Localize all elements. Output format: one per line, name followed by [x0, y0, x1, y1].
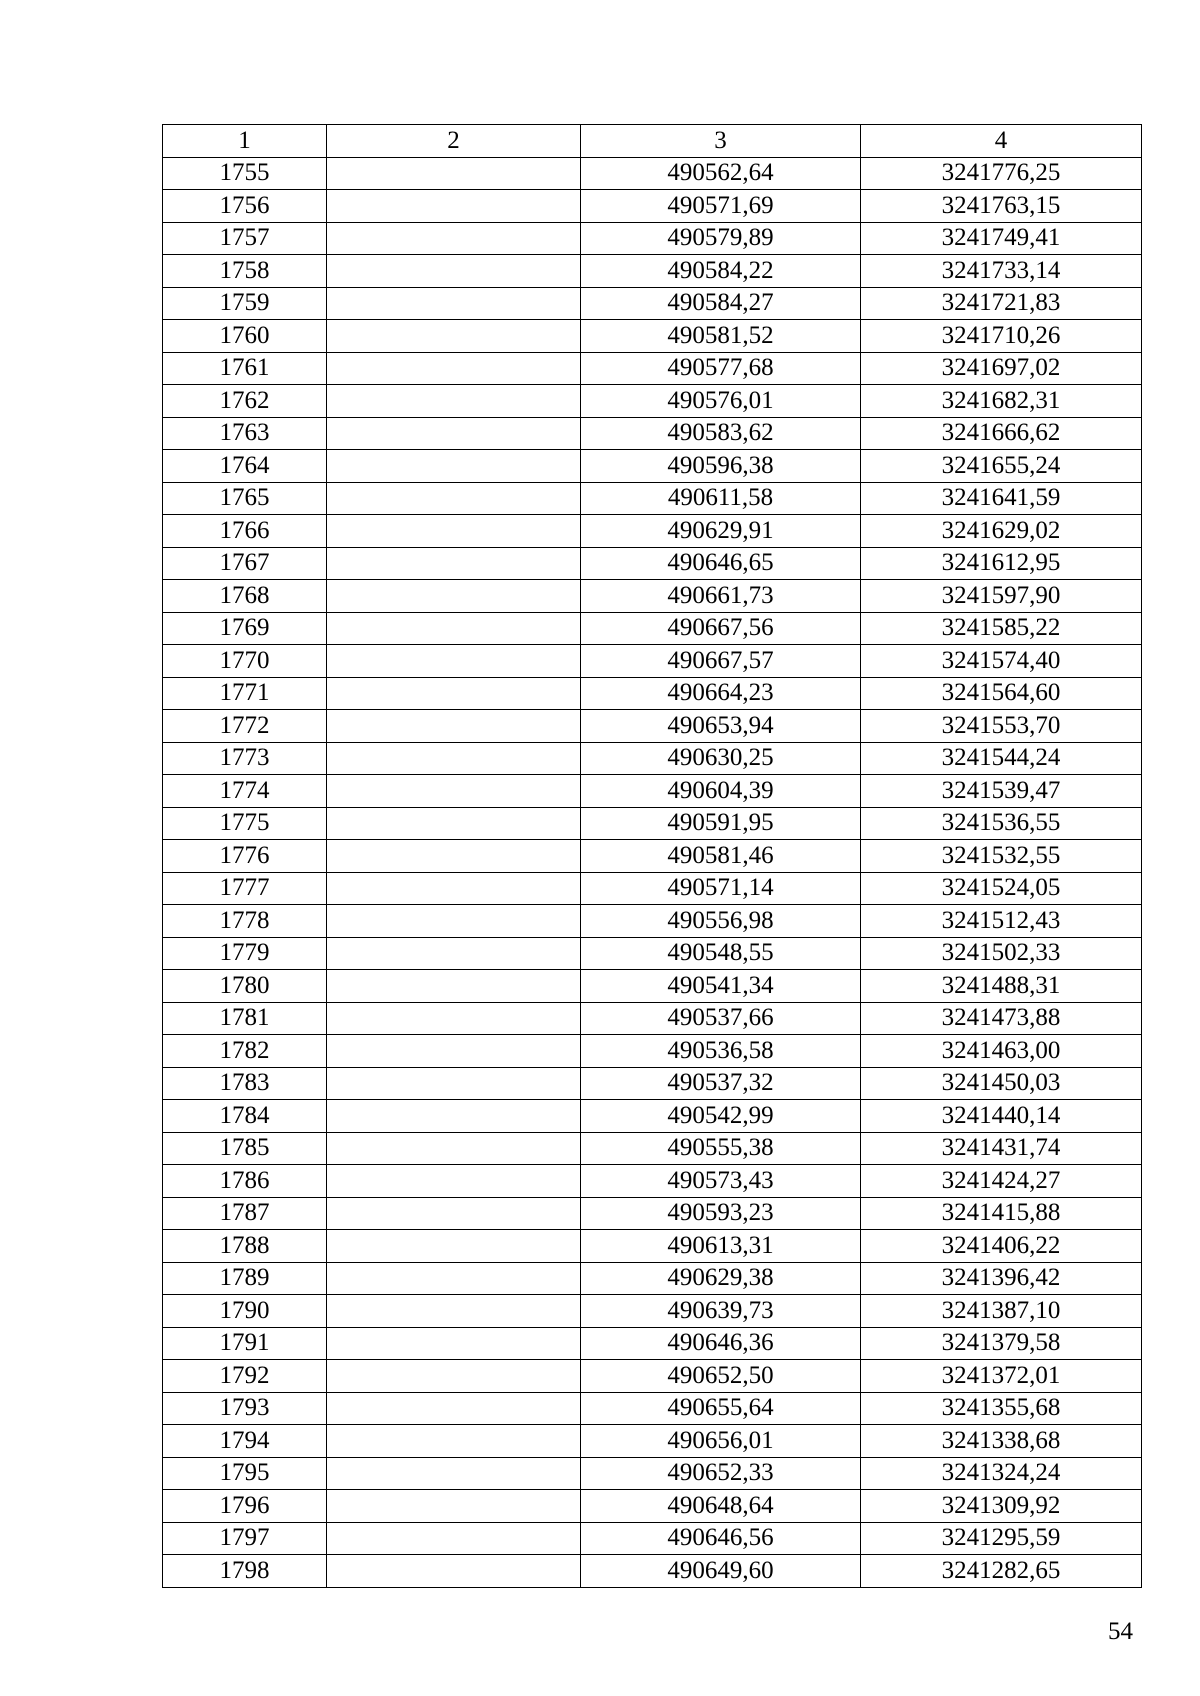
- x-coordinate-cell: 490579,89: [581, 222, 861, 255]
- x-coordinate-cell: 490629,91: [581, 515, 861, 548]
- x-coordinate-cell: 490577,68: [581, 352, 861, 385]
- point-number-cell: 1764: [163, 450, 327, 483]
- point-number-cell: 1793: [163, 1392, 327, 1425]
- point-number-cell: 1785: [163, 1132, 327, 1165]
- table-row: [163, 1002, 1142, 1035]
- x-coordinate-cell: 490548,55: [581, 937, 861, 970]
- x-coordinate-cell: 490652,50: [581, 1360, 861, 1393]
- table-row: [163, 255, 1142, 288]
- x-coordinate-cell: 490541,34: [581, 970, 861, 1003]
- y-coordinate-cell: 3241629,02: [861, 515, 1142, 548]
- y-coordinate-cell: 3241539,47: [861, 775, 1142, 808]
- x-coordinate-cell: 490542,99: [581, 1100, 861, 1133]
- point-number-cell: 1767: [163, 547, 327, 580]
- empty-cell: [327, 742, 581, 775]
- x-coordinate-cell: 490573,43: [581, 1165, 861, 1198]
- y-coordinate-cell: 3241721,83: [861, 287, 1142, 320]
- table-row: [163, 1555, 1142, 1588]
- x-coordinate-cell: 490664,23: [581, 677, 861, 710]
- x-coordinate-cell: 490656,01: [581, 1425, 861, 1458]
- point-number-cell: 1778: [163, 905, 327, 938]
- empty-cell: [327, 1132, 581, 1165]
- y-coordinate-cell: 3241463,00: [861, 1035, 1142, 1068]
- x-coordinate-cell: 490556,98: [581, 905, 861, 938]
- empty-cell: [327, 1555, 581, 1588]
- empty-cell: [327, 1392, 581, 1425]
- column-header-4: 4: [861, 125, 1142, 158]
- table-row: [163, 222, 1142, 255]
- empty-cell: [327, 1457, 581, 1490]
- point-number-cell: 1791: [163, 1327, 327, 1360]
- x-coordinate-cell: 490584,22: [581, 255, 861, 288]
- y-coordinate-cell: 3241749,41: [861, 222, 1142, 255]
- empty-cell: [327, 157, 581, 190]
- y-coordinate-cell: 3241682,31: [861, 385, 1142, 418]
- y-coordinate-cell: 3241473,88: [861, 1002, 1142, 1035]
- x-coordinate-cell: 490646,36: [581, 1327, 861, 1360]
- point-number-cell: 1756: [163, 190, 327, 223]
- empty-cell: [327, 840, 581, 873]
- table-row: [163, 1522, 1142, 1555]
- point-number-cell: 1762: [163, 385, 327, 418]
- point-number-cell: 1755: [163, 157, 327, 190]
- y-coordinate-cell: 3241424,27: [861, 1165, 1142, 1198]
- point-number-cell: 1796: [163, 1490, 327, 1523]
- table-row: [163, 1230, 1142, 1263]
- empty-cell: [327, 970, 581, 1003]
- empty-cell: [327, 1230, 581, 1263]
- y-coordinate-cell: 3241697,02: [861, 352, 1142, 385]
- point-number-cell: 1798: [163, 1555, 327, 1588]
- empty-cell: [327, 1002, 581, 1035]
- x-coordinate-cell: 490583,62: [581, 417, 861, 450]
- empty-cell: [327, 1035, 581, 1068]
- column-header-3: 3: [581, 125, 861, 158]
- table-row: [163, 742, 1142, 775]
- y-coordinate-cell: 3241450,03: [861, 1067, 1142, 1100]
- y-coordinate-cell: 3241553,70: [861, 710, 1142, 743]
- point-number-cell: 1761: [163, 352, 327, 385]
- table-row: [163, 515, 1142, 548]
- y-coordinate-cell: 3241324,24: [861, 1457, 1142, 1490]
- y-coordinate-cell: 3241733,14: [861, 255, 1142, 288]
- y-coordinate-cell: 3241396,42: [861, 1262, 1142, 1295]
- table-row: [163, 1132, 1142, 1165]
- x-coordinate-cell: 490581,46: [581, 840, 861, 873]
- table-row: [163, 352, 1142, 385]
- table-row: [163, 872, 1142, 905]
- table-row: [163, 482, 1142, 515]
- empty-cell: [327, 320, 581, 353]
- x-coordinate-cell: 490576,01: [581, 385, 861, 418]
- point-number-cell: 1797: [163, 1522, 327, 1555]
- point-number-cell: 1787: [163, 1197, 327, 1230]
- empty-cell: [327, 710, 581, 743]
- y-coordinate-cell: 3241574,40: [861, 645, 1142, 678]
- table-row: [163, 612, 1142, 645]
- table-row: [163, 157, 1142, 190]
- y-coordinate-cell: 3241666,62: [861, 417, 1142, 450]
- x-coordinate-cell: 490555,38: [581, 1132, 861, 1165]
- empty-cell: [327, 190, 581, 223]
- point-number-cell: 1757: [163, 222, 327, 255]
- y-coordinate-cell: 3241387,10: [861, 1295, 1142, 1328]
- y-coordinate-cell: 3241763,15: [861, 190, 1142, 223]
- y-coordinate-cell: 3241597,90: [861, 580, 1142, 613]
- empty-cell: [327, 1067, 581, 1100]
- point-number-cell: 1782: [163, 1035, 327, 1068]
- y-coordinate-cell: 3241502,33: [861, 937, 1142, 970]
- x-coordinate-cell: 490604,39: [581, 775, 861, 808]
- empty-cell: [327, 1100, 581, 1133]
- empty-cell: [327, 1425, 581, 1458]
- x-coordinate-cell: 490571,69: [581, 190, 861, 223]
- x-coordinate-cell: 490653,94: [581, 710, 861, 743]
- page-number: 54: [1108, 1618, 1133, 1645]
- empty-cell: [327, 255, 581, 288]
- empty-cell: [327, 515, 581, 548]
- table-row: [163, 1327, 1142, 1360]
- empty-cell: [327, 1197, 581, 1230]
- point-number-cell: 1775: [163, 807, 327, 840]
- point-number-cell: 1776: [163, 840, 327, 873]
- x-coordinate-cell: 490649,60: [581, 1555, 861, 1588]
- point-number-cell: 1783: [163, 1067, 327, 1100]
- x-coordinate-cell: 490596,38: [581, 450, 861, 483]
- point-number-cell: 1794: [163, 1425, 327, 1458]
- x-coordinate-cell: 490581,52: [581, 320, 861, 353]
- y-coordinate-cell: 3241440,14: [861, 1100, 1142, 1133]
- y-coordinate-cell: 3241612,95: [861, 547, 1142, 580]
- empty-cell: [327, 1165, 581, 1198]
- table-row: [163, 710, 1142, 743]
- x-coordinate-cell: 490646,56: [581, 1522, 861, 1555]
- point-number-cell: 1772: [163, 710, 327, 743]
- y-coordinate-cell: 3241512,43: [861, 905, 1142, 938]
- table-row: [163, 775, 1142, 808]
- empty-cell: [327, 1360, 581, 1393]
- table-row: [163, 840, 1142, 873]
- y-coordinate-cell: 3241655,24: [861, 450, 1142, 483]
- x-coordinate-cell: 490629,38: [581, 1262, 861, 1295]
- table-row: [163, 1165, 1142, 1198]
- y-coordinate-cell: 3241776,25: [861, 157, 1142, 190]
- x-coordinate-cell: 490630,25: [581, 742, 861, 775]
- empty-cell: [327, 417, 581, 450]
- empty-cell: [327, 775, 581, 808]
- y-coordinate-cell: 3241524,05: [861, 872, 1142, 905]
- table-row: [163, 807, 1142, 840]
- table-row: [163, 1490, 1142, 1523]
- empty-cell: [327, 1327, 581, 1360]
- point-number-cell: 1773: [163, 742, 327, 775]
- x-coordinate-cell: 490571,14: [581, 872, 861, 905]
- point-number-cell: 1766: [163, 515, 327, 548]
- column-header-2: 2: [327, 125, 581, 158]
- table-row: [163, 1425, 1142, 1458]
- point-number-cell: 1777: [163, 872, 327, 905]
- table-row: [163, 1035, 1142, 1068]
- empty-cell: [327, 352, 581, 385]
- empty-cell: [327, 1490, 581, 1523]
- empty-cell: [327, 580, 581, 613]
- point-number-cell: 1788: [163, 1230, 327, 1263]
- table-row: [163, 1197, 1142, 1230]
- point-number-cell: 1760: [163, 320, 327, 353]
- point-number-cell: 1779: [163, 937, 327, 970]
- table-row: [163, 190, 1142, 223]
- column-header-1: 1: [163, 125, 327, 158]
- empty-cell: [327, 1522, 581, 1555]
- x-coordinate-cell: 490648,64: [581, 1490, 861, 1523]
- empty-cell: [327, 482, 581, 515]
- point-number-cell: 1795: [163, 1457, 327, 1490]
- empty-cell: [327, 385, 581, 418]
- y-coordinate-cell: 3241309,92: [861, 1490, 1142, 1523]
- table-row: [163, 937, 1142, 970]
- point-number-cell: 1763: [163, 417, 327, 450]
- point-number-cell: 1771: [163, 677, 327, 710]
- y-coordinate-cell: 3241355,68: [861, 1392, 1142, 1425]
- table-row: [163, 1100, 1142, 1133]
- empty-cell: [327, 1262, 581, 1295]
- y-coordinate-cell: 3241295,59: [861, 1522, 1142, 1555]
- table-row: [163, 320, 1142, 353]
- point-number-cell: 1770: [163, 645, 327, 678]
- empty-cell: [327, 222, 581, 255]
- point-number-cell: 1774: [163, 775, 327, 808]
- empty-cell: [327, 905, 581, 938]
- point-number-cell: 1781: [163, 1002, 327, 1035]
- point-number-cell: 1792: [163, 1360, 327, 1393]
- y-coordinate-cell: 3241585,22: [861, 612, 1142, 645]
- empty-cell: [327, 612, 581, 645]
- point-number-cell: 1780: [163, 970, 327, 1003]
- table-row: [163, 1262, 1142, 1295]
- x-coordinate-cell: 490562,64: [581, 157, 861, 190]
- x-coordinate-cell: 490667,57: [581, 645, 861, 678]
- empty-cell: [327, 677, 581, 710]
- point-number-cell: 1759: [163, 287, 327, 320]
- x-coordinate-cell: 490613,31: [581, 1230, 861, 1263]
- table-body: [163, 157, 1142, 1587]
- table-row: [163, 677, 1142, 710]
- empty-cell: [327, 1295, 581, 1328]
- empty-cell: [327, 937, 581, 970]
- empty-cell: [327, 547, 581, 580]
- y-coordinate-cell: 3241641,59: [861, 482, 1142, 515]
- y-coordinate-cell: 3241544,24: [861, 742, 1142, 775]
- table-row: [163, 1360, 1142, 1393]
- x-coordinate-cell: 490584,27: [581, 287, 861, 320]
- point-number-cell: 1765: [163, 482, 327, 515]
- table-row: [163, 905, 1142, 938]
- point-number-cell: 1758: [163, 255, 327, 288]
- y-coordinate-cell: 3241532,55: [861, 840, 1142, 873]
- x-coordinate-cell: 490537,32: [581, 1067, 861, 1100]
- empty-cell: [327, 287, 581, 320]
- x-coordinate-cell: 490536,58: [581, 1035, 861, 1068]
- y-coordinate-cell: 3241379,58: [861, 1327, 1142, 1360]
- table-row: [163, 580, 1142, 613]
- x-coordinate-cell: 490667,56: [581, 612, 861, 645]
- y-coordinate-cell: 3241564,60: [861, 677, 1142, 710]
- x-coordinate-cell: 490611,58: [581, 482, 861, 515]
- y-coordinate-cell: 3241536,55: [861, 807, 1142, 840]
- header-row: [163, 125, 1142, 158]
- x-coordinate-cell: 490652,33: [581, 1457, 861, 1490]
- y-coordinate-cell: 3241431,74: [861, 1132, 1142, 1165]
- x-coordinate-cell: 490646,65: [581, 547, 861, 580]
- y-coordinate-cell: 3241372,01: [861, 1360, 1142, 1393]
- y-coordinate-cell: 3241710,26: [861, 320, 1142, 353]
- table-row: [163, 417, 1142, 450]
- point-number-cell: 1789: [163, 1262, 327, 1295]
- table-row: [163, 450, 1142, 483]
- y-coordinate-cell: 3241338,68: [861, 1425, 1142, 1458]
- point-number-cell: 1768: [163, 580, 327, 613]
- point-number-cell: 1769: [163, 612, 327, 645]
- point-number-cell: 1784: [163, 1100, 327, 1133]
- x-coordinate-cell: 490591,95: [581, 807, 861, 840]
- table-row: [163, 1295, 1142, 1328]
- x-coordinate-cell: 490661,73: [581, 580, 861, 613]
- y-coordinate-cell: 3241406,22: [861, 1230, 1142, 1263]
- point-number-cell: 1786: [163, 1165, 327, 1198]
- table-row: [163, 1067, 1142, 1100]
- x-coordinate-cell: 490593,23: [581, 1197, 861, 1230]
- table-row: [163, 547, 1142, 580]
- table-row: [163, 970, 1142, 1003]
- point-number-cell: 1790: [163, 1295, 327, 1328]
- coordinates-table: [162, 124, 1142, 1588]
- table-row: [163, 1392, 1142, 1425]
- empty-cell: [327, 807, 581, 840]
- x-coordinate-cell: 490639,73: [581, 1295, 861, 1328]
- y-coordinate-cell: 3241415,88: [861, 1197, 1142, 1230]
- x-coordinate-cell: 490655,64: [581, 1392, 861, 1425]
- x-coordinate-cell: 490537,66: [581, 1002, 861, 1035]
- table-row: [163, 385, 1142, 418]
- y-coordinate-cell: 3241488,31: [861, 970, 1142, 1003]
- empty-cell: [327, 872, 581, 905]
- table-row: [163, 1457, 1142, 1490]
- table-row: [163, 645, 1142, 678]
- empty-cell: [327, 645, 581, 678]
- table-row: [163, 287, 1142, 320]
- y-coordinate-cell: 3241282,65: [861, 1555, 1142, 1588]
- empty-cell: [327, 450, 581, 483]
